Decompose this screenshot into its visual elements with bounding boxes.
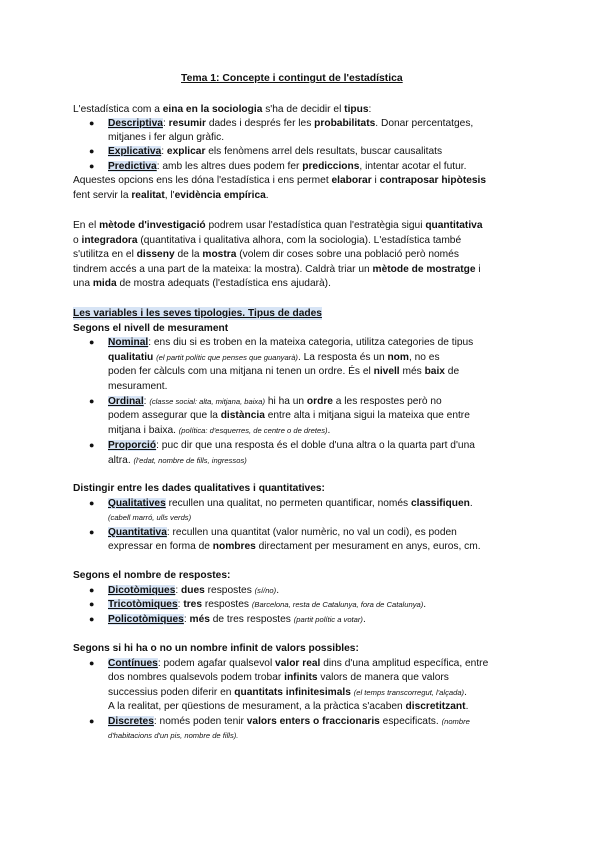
subsection-heading: Distingir entre les dades qualitatives i quantitatives: — [73, 483, 325, 494]
list-item-continuation: (cabell marró, ulls verds) — [108, 513, 192, 522]
list-item-continuation: d'habitacions d'un pis, nombre de fills). — [108, 731, 239, 740]
list-item-continuation: successius poden diferir en quantitats infinitesimals (el temps transcorregut, l'alçada). — [108, 687, 467, 698]
list-item-continuation: mitjanes i fer algun gràfic. — [108, 132, 225, 143]
list-item-continuation: mitjana i baixa. (política: d'esquerres, de centre o de dretes). — [108, 425, 331, 436]
list-item-continuation: poden fer càlculs com una mitjana ni tenen un ordre. És el nivell més baix de — [108, 366, 460, 377]
list-item-continuation: podem assegurar que la distància entre alta i mitjana sigui la mateixa que entre — [108, 410, 470, 421]
list-item-continuation: qualitatiu (el partit polític que penses que guanyarà). La resposta és un nom, no es — [108, 352, 440, 363]
section-heading: Les variables i les seves tipologies. Tipus de dades — [73, 308, 322, 319]
list-item-nominal: Nominal: ens diu si es troben en la mateixa categoria, utilitza categories de tipus — [108, 337, 474, 348]
list-item-discretes: Discretes: només poden tenir valors enters o fraccionaris especificats. (nombre — [108, 716, 470, 727]
page-title: Tema 1: Concepte i contingut de l'estadística — [181, 73, 403, 84]
bullet-icon: ● — [89, 658, 95, 668]
paragraph-line: tindrem accés a una part de la mateixa: la mostra). Caldrà triar un mètode de mostratge i — [73, 264, 481, 275]
bullet-icon: ● — [89, 161, 95, 171]
list-item-ordinal: Ordinal: (classe social: alta, mitjana, baixa) hi ha un ordre a les respostes però no — [108, 396, 442, 407]
paragraph-line: s'utilitza en el disseny de la mostra (volem dir coses sobre una població però només — [73, 249, 459, 260]
list-item-descriptiva: Descriptiva: resumir dades i després fer les probabilitats. Donar percentatges, — [108, 118, 474, 129]
paragraph-line: o integradora (quantitativa i qualitativa alhora, com la sociologia). L'estadística també — [73, 235, 462, 246]
bullet-icon: ● — [89, 118, 95, 128]
bullet-icon: ● — [89, 396, 95, 406]
paragraph-line: fent servir la realitat, l'evidència empírica. — [73, 190, 269, 201]
bullet-icon: ● — [89, 498, 95, 508]
list-item-continues: Contínues: podem agafar qualsevol valor real dins d'una amplitud específica, entre — [108, 658, 489, 669]
list-item-continuation: mesurament. — [108, 381, 168, 392]
subsection-heading: Segons el nombre de respostes: — [73, 570, 231, 581]
bullet-icon: ● — [89, 614, 95, 624]
bullet-icon: ● — [89, 716, 95, 726]
subsection-heading: Segons el nivell de mesurament — [73, 323, 229, 334]
bullet-icon: ● — [89, 527, 95, 537]
list-item-continuation: expressar en forma de nombres directament per mesurament en anys, euros, cm. — [108, 541, 481, 552]
list-item-policotomiques: Policotòmiques: més de tres respostes (partit polític a votar). — [108, 614, 366, 625]
subsection-heading: Segons si hi ha o no un nombre infinit de valors possibles: — [73, 643, 359, 654]
paragraph-line: Aquestes opcions ens les dóna l'estadística i ens permet elaborar i contraposar hipòtesis — [73, 175, 487, 186]
paragraph-line: una mida de mostra adequats (l'estadística ens ajudarà). — [73, 278, 331, 289]
bullet-icon: ● — [89, 146, 95, 156]
list-item-tricotomiques: Tricotòmiques: tres respostes (Barcelona, resta de Catalunya, fora de Catalunya). — [108, 599, 427, 610]
list-item-predictiva: Predictiva: amb les altres dues podem fer prediccions, intentar acotar el futur. — [108, 161, 467, 172]
list-item-quantitativa: Quantitativa: recullen una quantitat (valor numèric, no val un codi), es poden — [108, 527, 457, 538]
list-item-continuation: dos nombres qualsevols podem trobar infinits valors de manera que valors — [108, 672, 449, 683]
bullet-icon: ● — [89, 599, 95, 609]
intro-line: L'estadística com a eina en la sociologia s'ha de decidir el tipus: — [73, 104, 372, 115]
list-item-continuation: altra. (l'edat, nombre de fills, ingressos) — [108, 455, 247, 466]
list-item-continuation: A la realitat, per qüestions de mesurament, a la pràctica s'acaben discretitzant. — [108, 701, 469, 712]
list-item-qualitatives: Qualitatives recullen una qualitat, no permeten quantificar, només classifiquen. — [108, 498, 473, 509]
bullet-icon: ● — [89, 440, 95, 450]
list-item-explicativa: Explicativa: explicar els fenòmens arrel dels resultats, buscar causalitats — [108, 146, 443, 157]
bullet-icon: ● — [89, 585, 95, 595]
list-item-proporcio: Proporció: puc dir que una resposta és el doble d'una altra o la quarta part d'una — [108, 440, 475, 451]
bullet-icon: ● — [89, 337, 95, 347]
paragraph-line: En el mètode d'investigació podrem usar l'estadística quan l'estratègia sigui quantitativa — [73, 220, 483, 231]
list-item-dicotomiques: Dicotòmiques: dues respostes (sí/no). — [108, 585, 280, 596]
